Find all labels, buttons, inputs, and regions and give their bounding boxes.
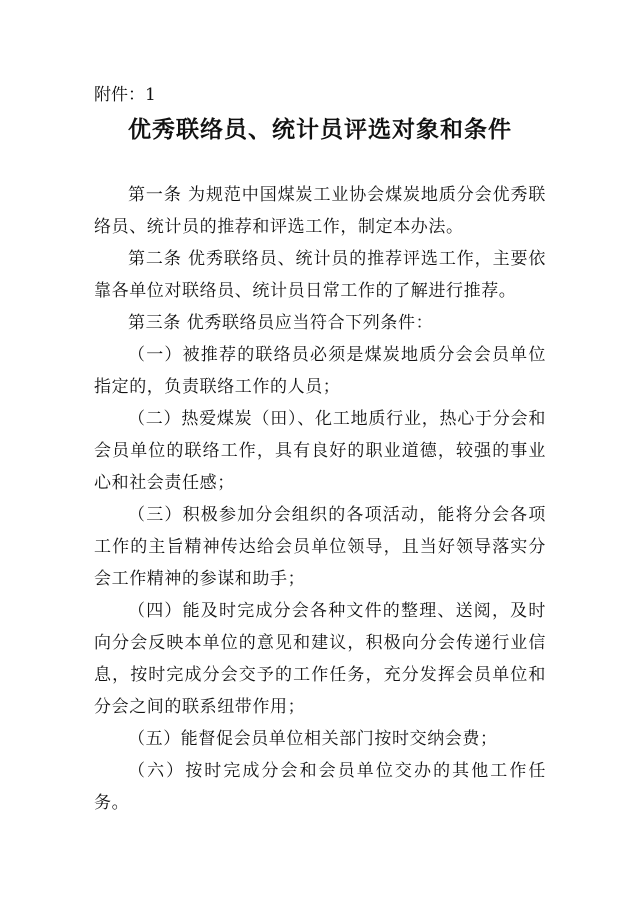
document-body [94, 179, 546, 819]
article-1: 第一条 为规范中国煤炭工业协会煤炭地质分会优秀联络员、统计员的推荐和评选工作，制定本办法。 [94, 185, 546, 237]
condition-1: （一）被推荐的联络员必须是煤炭地质分会会员单位指定的，负责联络工作的人员； [94, 345, 546, 397]
condition-3: （三）积极参加分会组织的各项活动，能将分会各项工作的主旨精神传达给会员单位领导，且当好领导落实分会工作精神的参谋和助手； [94, 505, 546, 589]
condition-5: （五）能督促会员单位相关部门按时交纳会费； [128, 729, 498, 749]
condition-4: （四）能及时完成分会各种文件的整理、送阅，及时向分会反映本单位的意见和建议，积极向分会传递行业信息，按时完成分会交予的工作任务，充分发挥会员单位和分会之间的联系纽带作用； [94, 601, 546, 717]
article-3: 第三条 优秀联络员应当符合下列条件： [128, 313, 434, 333]
condition-6: （六）按时完成分会和会员单位交办的其他工作任务。 [94, 761, 546, 813]
article-2: 第二条 优秀联络员、统计员的推荐评选工作，主要依靠各单位对联络员、统计员日常工作的了解进行推荐。 [94, 249, 546, 301]
document-title: 优秀联络员、统计员评选对象和条件 [128, 117, 512, 143]
condition-2: （二）热爱煤炭（田）、化工地质行业，热心于分会和会员单位的联络工作，具有良好的职业道德，较强的事业心和社会责任感； [94, 409, 546, 493]
attachment-label: 附件：1 [94, 85, 156, 105]
